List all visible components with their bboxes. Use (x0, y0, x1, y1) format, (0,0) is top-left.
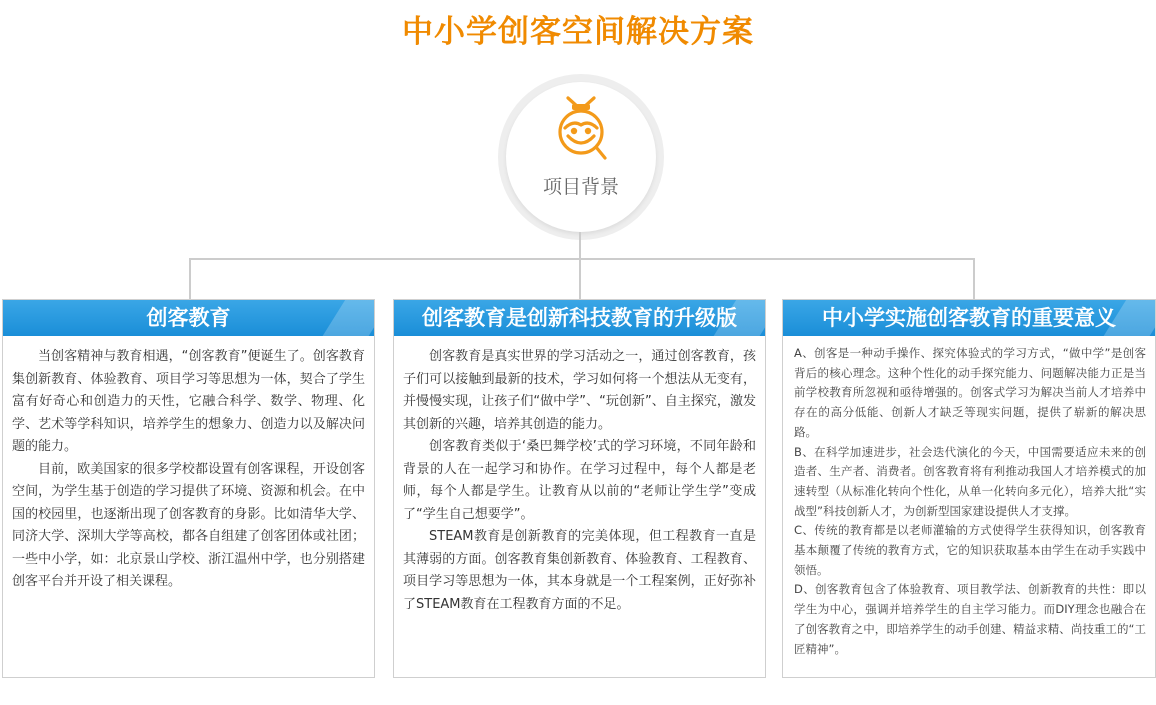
significance-item-b: B、在科学加速进步，社会迭代演化的今天，中国需要适应未来的创造者、生产者、消费者。创客教育将有利推动我国人才培养模式的加速转型（从标准化转向个性化，从单一化转向多元化），培养大批“实战型”科技创新人才，为创新型国家建设提供人才支撑。 (794, 444, 1146, 518)
connector-stem (579, 232, 581, 260)
connector-middle (579, 258, 581, 299)
maker-mascot-icon (541, 90, 621, 168)
card-title: 中小学实施创客教育的重要意义 (822, 306, 1116, 330)
significance-item-d: D、创客教育包含了体验教育、项目教学法、创新教育的共性：即以学生为中心，强调并培养学生的自主学习能力。而DIY理念也融合在了创客教育之中，即培养学生的动手创建、精益求精、尚技重工的“工匠精神”。 (794, 582, 1146, 656)
significance-item-a: A、创客是一种动手操作、探究体验式的学习方式，“做中学”是创客背后的核心理念。这种个性化的动手探究能力、问题解决能力正是当前学校教育所忽视和亟待增强的。创客式学习为解决当前人才培养中存在的高分低能、创新人才缺乏等现实问题，提供了崭新的解决思路。 (794, 346, 1146, 439)
card-header (3, 300, 374, 336)
card-paragraph: 创客教育是真实世界的学习活动之一，通过创客教育，孩子们可以接触到最新的技术，学习如何将一个想法从无变有，并慢慢实现，让孩子们“做中学”、“玩创新”、自主探究，激发其创新的兴趣，培养其创造的能力。 (403, 349, 756, 432)
card-body (3, 336, 374, 594)
card-significance (782, 299, 1156, 678)
card-body (394, 336, 765, 616)
project-background-hub (506, 82, 656, 232)
card-upgrade (393, 299, 766, 678)
page-title: 中小学创客空间解决方案 (402, 14, 754, 50)
card-header (394, 300, 765, 336)
card-title: 创客教育是创新科技教育的升级版 (422, 306, 737, 330)
card-paragraph: 目前，欧美国家的很多学校都设置有创客课程，开设创客空间，为学生基于创造的学习提供了环境、资源和机会。在中国的校园里，也逐渐出现了创客教育的身影。比如清华大学、同济大学、深圳大学等高校，都各自组建了创客团体或社团；一些中小学，如：北京景山学校、浙江温州中学，也分别搭建创客平台并开设了相关课程。 (12, 461, 365, 589)
card-maker-education (2, 299, 375, 678)
hub-label: 项目背景 (542, 176, 619, 198)
card-paragraph: 当创客精神与教育相遇，“创客教育”便诞生了。创客教育集创新教育、体验教育、项目学习等思想为一体，契合了学生富有好奇心和创造力的天性，它融合科学、数学、物理、化学、艺术等学科知识，培养学生的想象力、创造力以及解决问题的能力。 (12, 349, 365, 454)
significance-item-c: C、传统的教育都是以老师灌输的方式使得学生获得知识，创客教育基本颠覆了传统的教育方式，它的知识获取基本由学生在动手实践中领悟。 (794, 523, 1146, 577)
card-paragraph: 创客教育类似于‘桑巴舞学校’式的学习环境，不同年龄和背景的人在一起学习和协作。在学习过程中，每个人都是老师，每个人都是学生。让教育从以前的“老师让学生学”变成了“学生自己想要学”。 (403, 439, 756, 522)
card-paragraph: STEAM教育是创新教育的完美体现，但工程教育一直是其薄弱的方面。创客教育集创新教育、体验教育、工程教育、项目学习等思想为一体，其本身就是一个工程案例，正好弥补了STEAM教育在工程教育方面的不足。 (403, 529, 756, 612)
connector-bar (189, 258, 975, 260)
card-header (783, 300, 1155, 336)
card-body (783, 336, 1155, 659)
connector-right (973, 258, 975, 299)
card-title: 创客教育 (146, 306, 231, 330)
connector-left (189, 258, 191, 299)
